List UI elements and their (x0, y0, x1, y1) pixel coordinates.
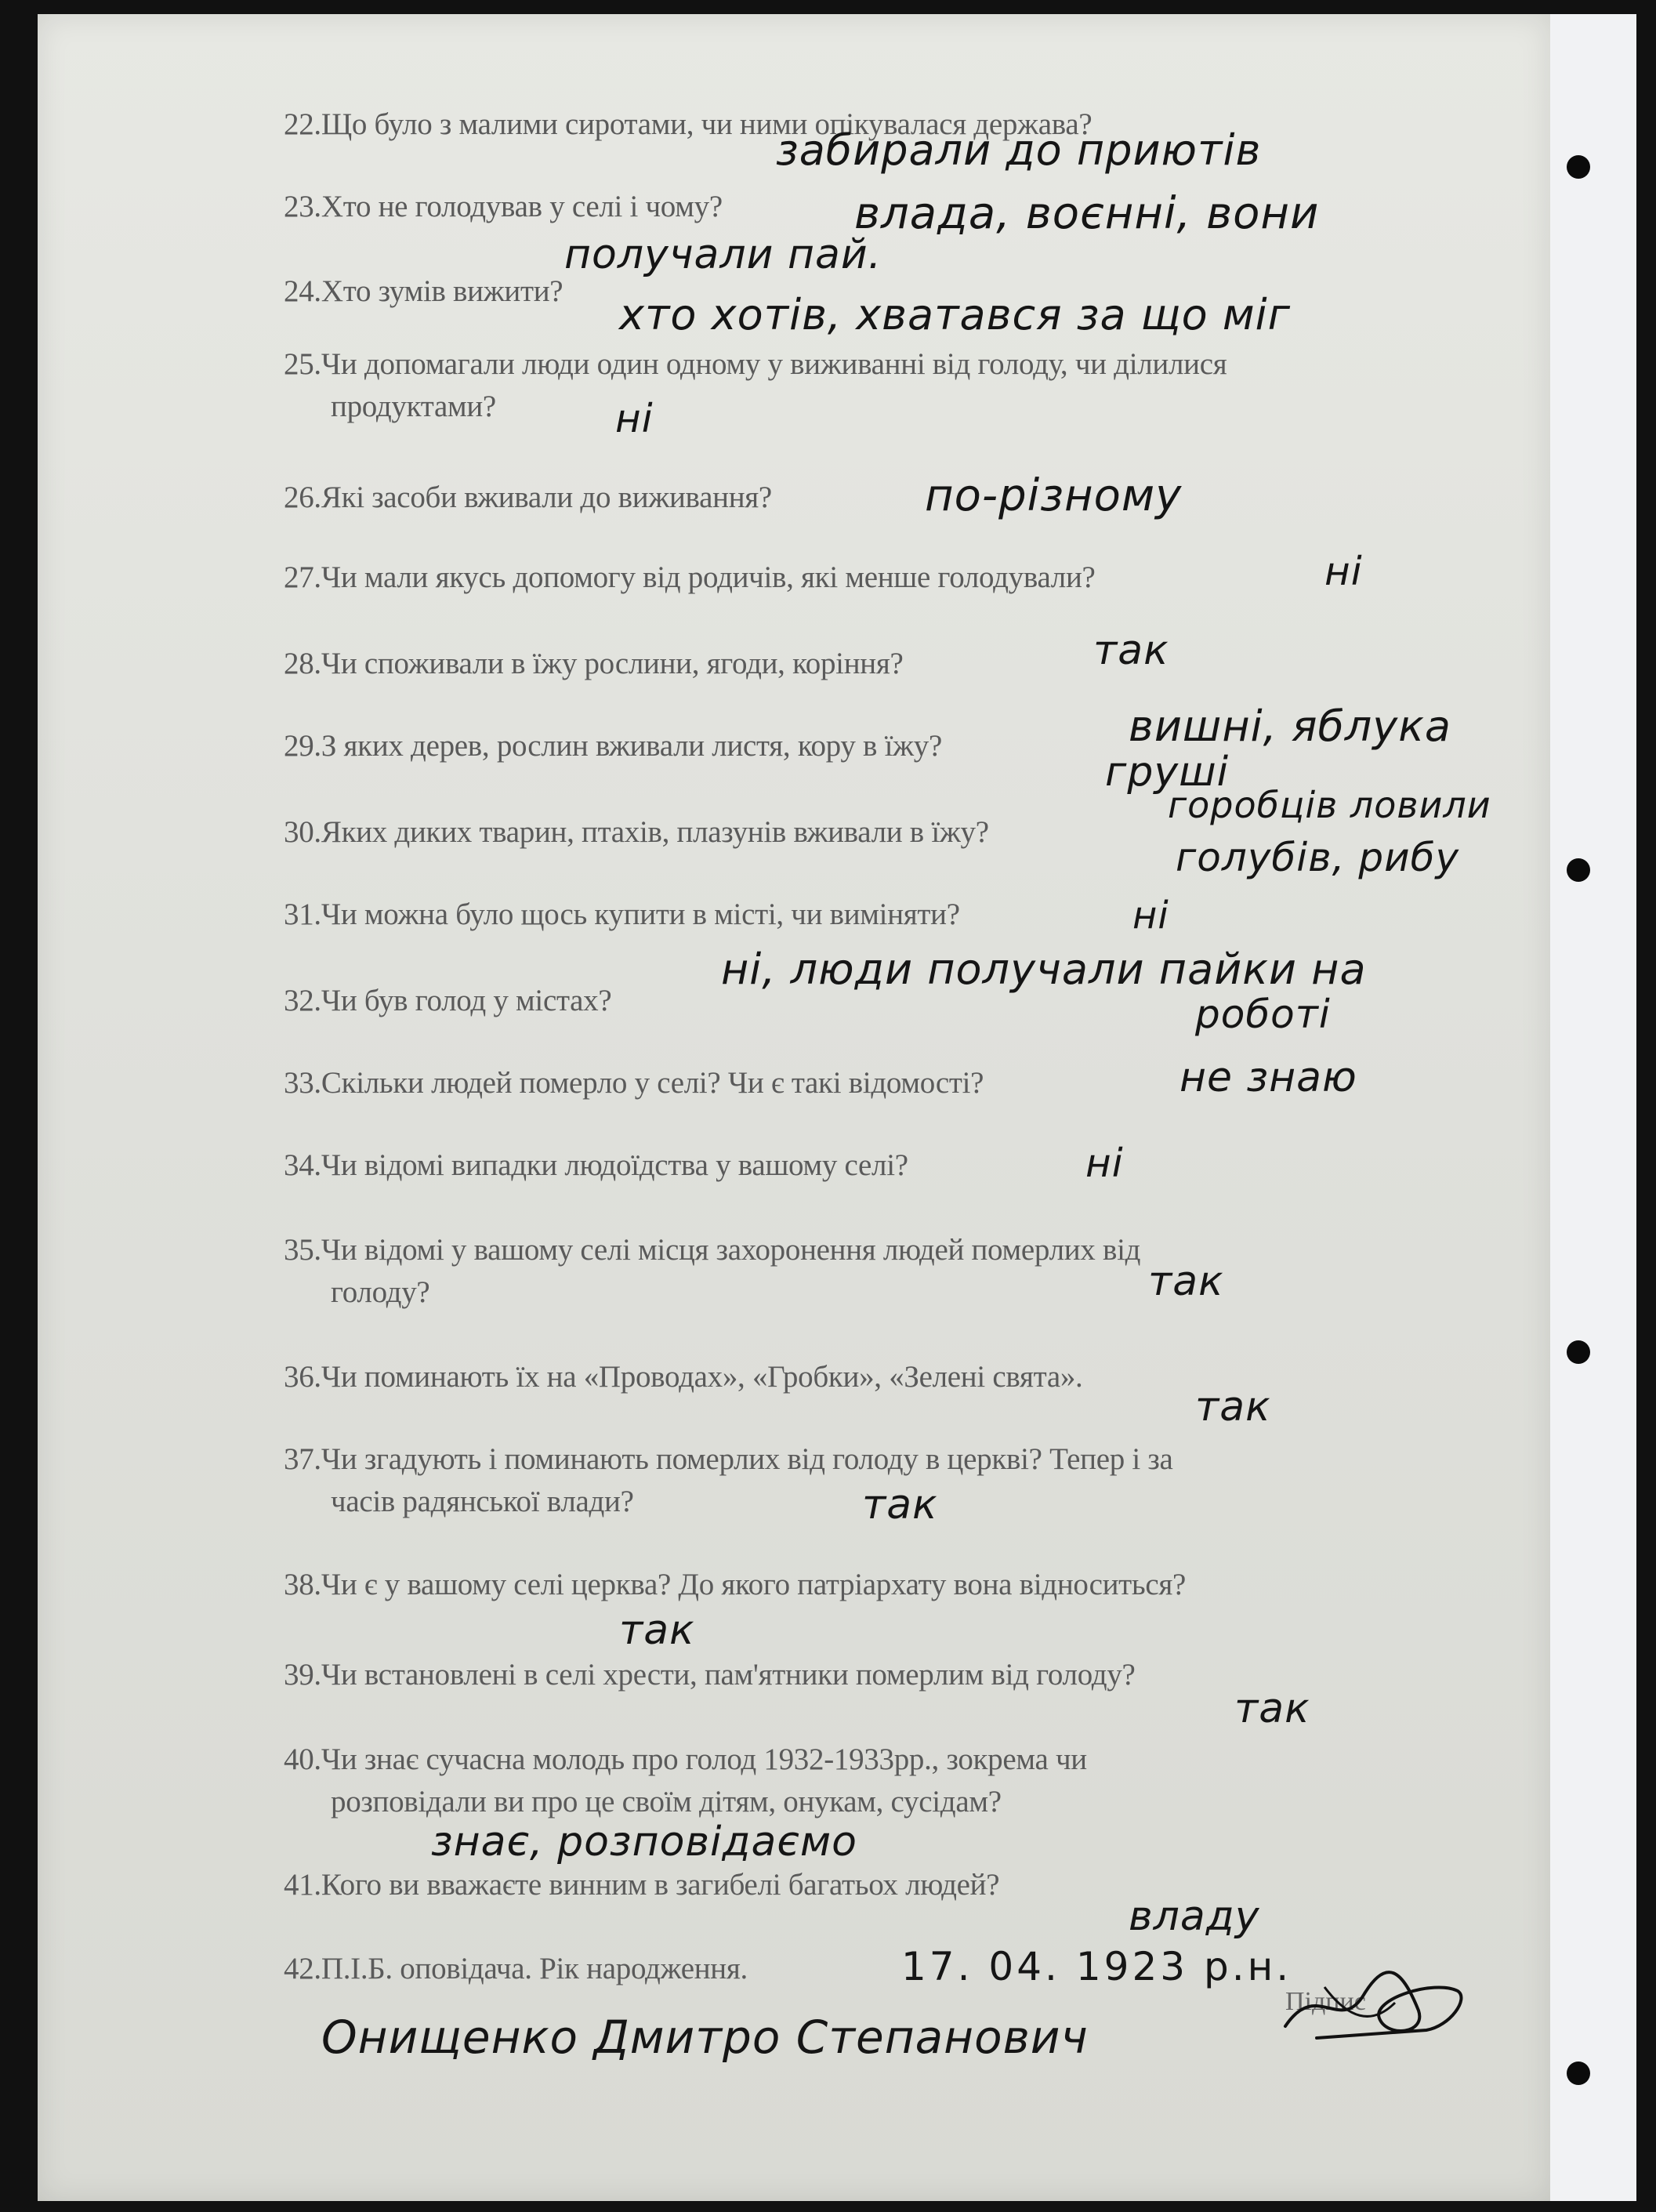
binder-hole (1567, 155, 1590, 179)
question-35: 35.Чи відомі у вашому селі місця захоронення людей померлих від голоду? (284, 1233, 1141, 1309)
signature-label: Підпис (1285, 1987, 1366, 2016)
answer-24: хто хотів, хватався за що міг (619, 290, 1291, 339)
binder-hole (1567, 2062, 1590, 2085)
answer-23-line1: влада, воєнні, вони (854, 188, 1320, 239)
answer-36: так (1195, 1383, 1271, 1431)
question-40: 40.Чи знає сучасна молодь про голод 1932-1933рр., зокрема чи розповідали ви про це своїм дітям, онукам, сусідам? (284, 1742, 1087, 1819)
question-41: 41.Кого ви вважаєте винним в загибелі багатьох людей? (284, 1868, 1000, 1902)
answer-30-line2: голубів, рибу (1176, 835, 1460, 880)
answer-39: так (1234, 1685, 1310, 1732)
answer-23-line2: получали пай. (564, 231, 882, 278)
answer-26: по-різному (925, 470, 1183, 521)
question-27: 27.Чи мали якусь допомогу від родичів, які менше голодували? (284, 560, 1096, 594)
narrator-name: Онищенко Дмитро Степанович (321, 2011, 1089, 2064)
answer-37: так (862, 1481, 938, 1528)
question-42: 42.П.І.Б. оповідача. Рік народження. (284, 1952, 748, 1985)
binder-hole (1567, 1340, 1590, 1364)
question-33: 33.Скільки людей померло у селі? Чи є такі відомості? (284, 1066, 984, 1100)
question-28: 28.Чи споживали в їжу рослини, ягоди, коріння? (284, 647, 904, 680)
question-38: 38.Чи є у вашому селі церква? До якого патріархату вона відноситься? (284, 1568, 1187, 1601)
signature-scribble (1270, 1964, 1473, 2050)
question-37: 37.Чи згадують і поминають померлих від голоду в церкві? Тепер і за часів радянської влади? (284, 1442, 1173, 1518)
answer-38: так (619, 1607, 695, 1654)
question-23: 23.Хто не голодував у селі і чому? (284, 190, 723, 223)
answer-42-birthdate: 17. 04. 1923 р.н. (901, 1944, 1292, 1989)
answer-22: забирали до приютів (776, 125, 1262, 175)
answer-27: ні (1324, 549, 1363, 594)
question-34: 34.Чи відомі випадки людоїдства у вашому селі? (284, 1148, 908, 1182)
question-22: 22.Що було з малими сиротами, чи ними опікувалася держава? (284, 107, 1093, 141)
answer-29-line2: груші (1105, 749, 1230, 796)
question-31: 31.Чи можна було щось купити в місті, чи виміняти? (284, 897, 960, 931)
answer-29-line1: вишні, яблука (1129, 702, 1451, 751)
answer-25: ні (615, 396, 654, 441)
question-24: 24.Хто зумів вижити? (284, 274, 563, 308)
question-25: 25.Чи допомагали люди один одному у виживанні від голоду, чи ділилися продуктами? (284, 347, 1227, 423)
answer-40: знає, розповідаємо (431, 1819, 857, 1866)
answer-33: не знаю (1179, 1054, 1357, 1101)
answer-31: ні (1132, 894, 1169, 937)
answer-35: так (1148, 1258, 1224, 1305)
question-39: 39.Чи встановлені в селі хрести, пам'ятники померлим від голоду? (284, 1658, 1136, 1692)
question-30: 30.Яких диких тварин, птахів, плазунів вживали в їжу? (284, 815, 989, 849)
question-32: 32.Чи був голод у містах? (284, 984, 612, 1017)
page-margin (1550, 14, 1636, 2201)
answer-32-line1: ні, люди получали пайки на (721, 945, 1367, 994)
answer-30-line1: горобців ловили (1168, 784, 1491, 826)
binder-hole (1567, 858, 1590, 882)
answer-41: владу (1129, 1893, 1260, 1940)
question-36: 36.Чи поминають їх на «Проводах», «Гробки», «Зелені свята». (284, 1360, 1083, 1394)
question-26: 26.Які засоби вживали до виживання? (284, 480, 772, 514)
answer-32-line2: роботі (1195, 992, 1331, 1037)
question-29: 29.З яких дерев, рослин вживали листя, кору в їжу? (284, 729, 942, 763)
answer-34: ні (1085, 1140, 1124, 1186)
answer-28: так (1093, 627, 1169, 674)
